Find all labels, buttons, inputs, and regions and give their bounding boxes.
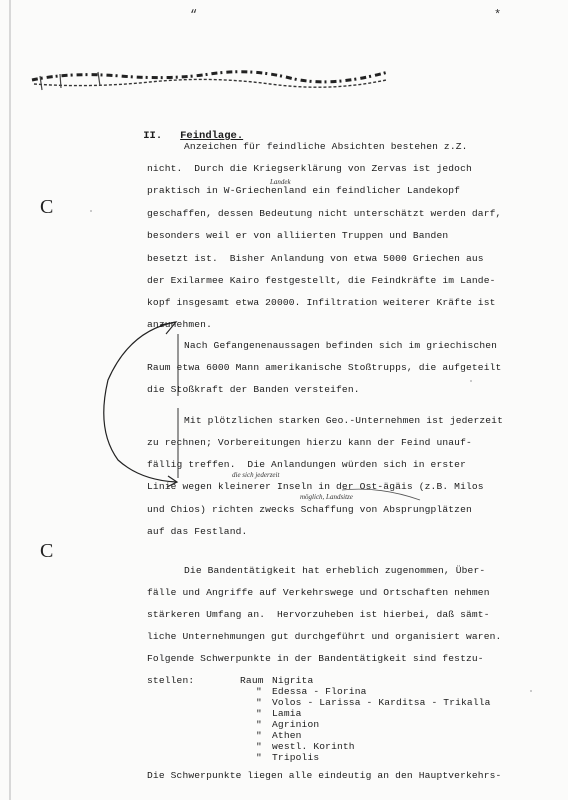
text-line: besetzt ist. Bisher Anlandung von etwa 5000 Griechen aus (147, 253, 484, 264)
text-line: nicht. Durch die Kriegserklärung von Zervas ist jedoch (147, 163, 472, 174)
margin-mark: C (40, 540, 54, 562)
raum-place: Agrinion (272, 719, 320, 730)
ditto-mark: " (256, 686, 262, 697)
text-line: liche Unternehmungen gut durchgeführt und organisiert waren. (147, 631, 502, 642)
top-mark-b: * (494, 8, 502, 22)
raum-place: Lamia (272, 708, 302, 719)
text-line: anzunehmen. (147, 319, 212, 330)
margin-mark: C (40, 196, 54, 218)
text-line: der Exilarmee Kairo festgestellt, die Feindkräfte im Lande- (147, 275, 496, 286)
text-line: Raum etwa 6000 Mann amerikanische Stoßtrupps, die aufgeteilt (147, 362, 502, 373)
text-line: stellen: (147, 675, 195, 686)
raum-place: Volos - Larissa - Karditsa - Trikalla (272, 697, 491, 708)
text-line: Die Bandentätigkeit hat erheblich zugenommen, Über- (184, 565, 486, 576)
ditto-mark: " (256, 741, 262, 752)
section-number: II. (143, 130, 163, 142)
raum-place: Edessa - Florina (272, 686, 367, 697)
text-line: kopf insgesamt etwa 20000. Infiltration weiterer Kräfte ist (147, 297, 496, 308)
raum-place: westl. Korinth (272, 741, 355, 752)
text-line: fällig treffen. Die Anlandungen würden sich in erster (147, 459, 466, 470)
handwritten-annotation: die sich jederzeit (232, 471, 280, 479)
ditto-mark: " (256, 697, 262, 708)
text-line: stärkeren Umfang an. Hervorzuheben ist hierbei, daß sämt- (147, 609, 490, 620)
text-line: Mit plötzlichen starken Geo.-Unternehmen ist jederzeit (184, 415, 503, 426)
text-line: Linie wegen kleinerer Inseln in der Ost-ägäis (z.B. Milos (147, 481, 484, 492)
text-line: auf das Festland. (147, 526, 248, 537)
text-line: besonders weil er von alliierten Truppen und Banden (147, 230, 449, 241)
text-line: Anzeichen für feindliche Absichten bestehen z.Z. (184, 141, 468, 152)
scan-speck (470, 380, 472, 382)
raum-place: Athen (272, 730, 302, 741)
text-line: Nach Gefangenenaussagen befinden sich im griechischen (184, 340, 498, 351)
text-line: praktisch in W-Griechenland ein feindlicher Landekopf (147, 185, 461, 196)
scan-speck (90, 210, 92, 212)
handwritten-annotation: möglich, Landsitze (300, 493, 353, 501)
section-title: Feindlage. (180, 130, 244, 142)
scan-speck (530, 690, 532, 692)
ditto-mark: " (256, 719, 262, 730)
raum-label: Raum (240, 675, 264, 686)
text-line: Die Schwerpunkte liegen alle eindeutig an den Hauptverkehrs- (147, 770, 502, 781)
text-line: und Chios) richten zwecks Schaffung von Absprungplätzen (147, 504, 472, 515)
ditto-mark: " (256, 708, 262, 719)
text-line: zu rechnen; Vorbereitungen hierzu kann der Feind unauf- (147, 437, 472, 448)
text-line: fälle und Angriffe auf Verkehrswege und Ortschaften nehmen (147, 587, 490, 598)
raum-place: Nigrita (272, 675, 314, 686)
ditto-mark: " (256, 752, 262, 763)
text-line: geschaffen, dessen Bedeutung nicht unterschätzt werden darf, (147, 208, 502, 219)
text-line: die Stoßkraft der Banden versteifen. (147, 384, 360, 395)
handwritten-annotation: Landek (270, 178, 291, 186)
top-mark-a: “ (190, 8, 198, 22)
ditto-mark: " (256, 730, 262, 741)
text-line: Folgende Schwerpunkte in der Bandentätigkeit sind festzu- (147, 653, 484, 664)
raum-place: Tripolis (272, 752, 320, 763)
